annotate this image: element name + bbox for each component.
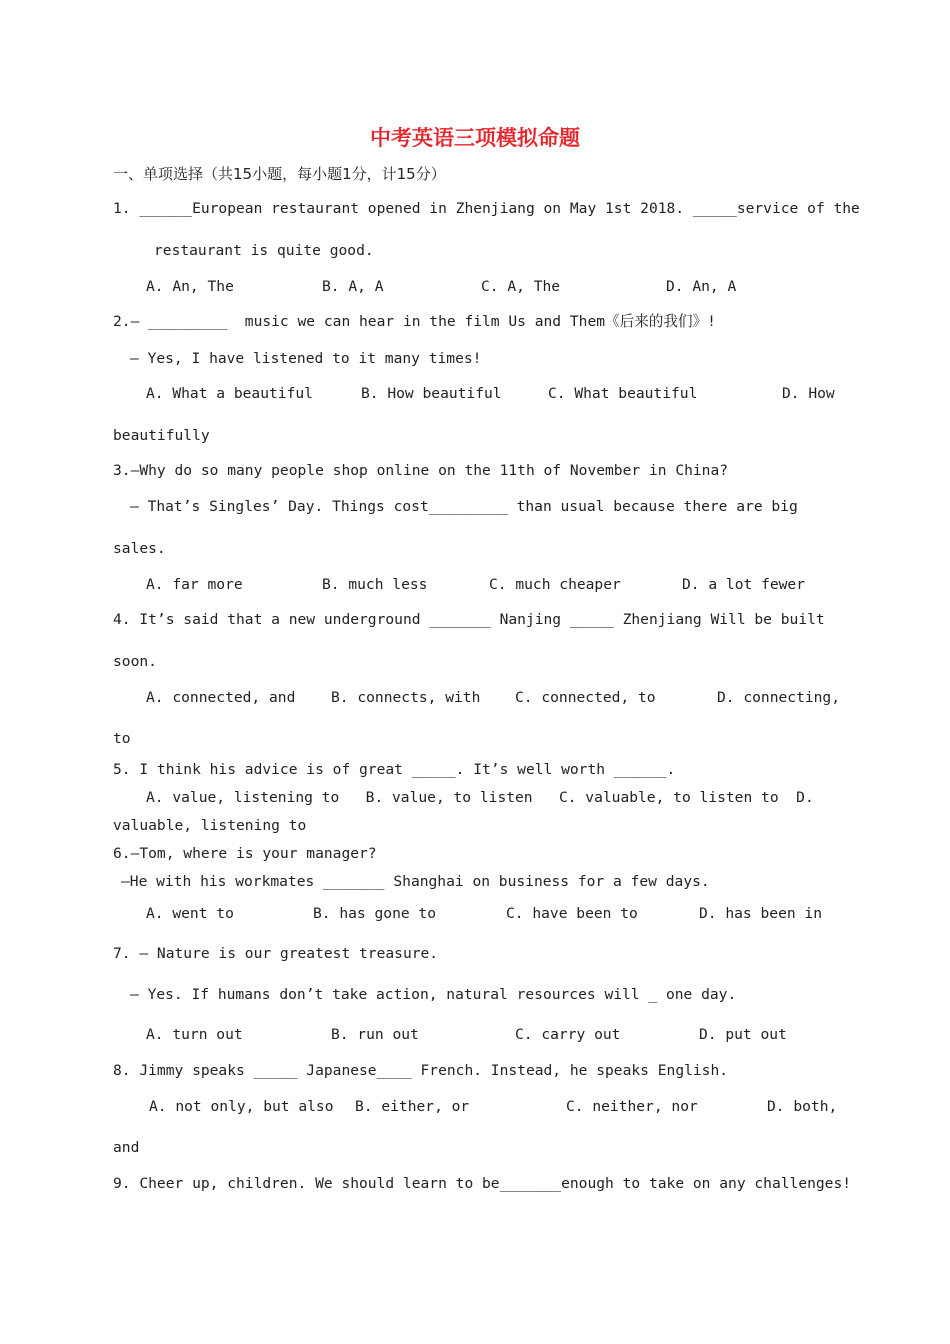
- q6-option-b: B. has gone to: [313, 905, 437, 922]
- question-4-cont: soon.: [113, 653, 157, 670]
- q1-option-a: A. An, The: [146, 278, 234, 295]
- q8-option-a: A. not only, but also: [149, 1098, 334, 1115]
- q8-option-c: C. neither, nor: [566, 1098, 698, 1115]
- question-7: 7. — Nature is our greatest treasure.: [113, 945, 439, 962]
- question-3-answer: — That’s Singles’ Day. Things cost_________ than usual because there are big: [130, 498, 798, 515]
- q4-option-a: A. connected, and: [146, 689, 296, 706]
- page-title: 中考英语三项模拟命题: [370, 125, 580, 150]
- question-1: 1. ______European restaurant opened in Zhenjiang on May 1st 2018. _____service of the: [113, 200, 860, 217]
- q3-option-c: C. much cheaper: [489, 576, 621, 593]
- q6-option-c: C. have been to: [506, 905, 638, 922]
- q2-option-b: B. How beautiful: [361, 385, 502, 402]
- q1-option-c: C. A, The: [481, 278, 561, 295]
- q2-option-a: A. What a beautiful: [146, 385, 313, 402]
- q7-option-a: A. turn out: [146, 1026, 243, 1043]
- question-1-cont: restaurant is quite good.: [154, 242, 374, 259]
- q2-option-d-cont: beautifully: [113, 427, 210, 444]
- q3-option-b: B. much less: [322, 576, 428, 593]
- q6-option-a: A. went to: [146, 905, 234, 922]
- question-9: 9. Cheer up, children. We should learn to be_______enough to take on any challenges!: [113, 1175, 852, 1192]
- q5-options: A. value, listening to B. value, to listen C. valuable, to listen to D.: [146, 789, 814, 806]
- q8-option-b: B. either, or: [355, 1098, 470, 1115]
- question-3-answer-cont: sales.: [113, 540, 166, 557]
- q4-option-b: B. connects, with: [331, 689, 481, 706]
- q4-option-c: C. connected, to: [515, 689, 656, 706]
- question-6-answer: —He with his workmates _______ Shanghai on business for a few days.: [121, 873, 710, 890]
- q7-option-c: C. carry out: [515, 1026, 621, 1043]
- question-5: 5. I think his advice is of great _____. It’s well worth ______.: [113, 761, 676, 778]
- q7-option-d: D. put out: [699, 1026, 787, 1043]
- q5-options-cont: valuable, listening to: [113, 817, 307, 834]
- q3-option-a: A. far more: [146, 576, 243, 593]
- q8-option-d-cont: and: [113, 1139, 140, 1156]
- question-7-answer: — Yes. If humans don’t take action, natural resources will _ one day.: [130, 986, 737, 1003]
- q7-option-b: B. run out: [331, 1026, 419, 1043]
- q8-option-d: D. both,: [767, 1098, 838, 1115]
- question-8: 8. Jimmy speaks _____ Japanese____ French. Instead, he speaks English.: [113, 1062, 729, 1079]
- question-4: 4. It’s said that a new underground _______ Nanjing _____ Zhenjiang Will be built: [113, 611, 825, 628]
- section-heading: 一、单项选择（共15小题，每小题1分，计15分）: [113, 165, 446, 183]
- q6-option-d: D. has been in: [699, 905, 823, 922]
- question-2-answer: — Yes, I have listened to it many times!: [130, 350, 482, 367]
- q4-option-d: D. connecting,: [717, 689, 841, 706]
- q4-option-d-cont: to: [113, 730, 131, 747]
- question-6: 6.—Tom, where is your manager?: [113, 845, 377, 862]
- q2-option-c: C. What beautiful: [548, 385, 698, 402]
- question-2: 2.— _________ music we can hear in the film Us and Them《后来的我们》!: [113, 313, 716, 330]
- question-3: 3.—Why do so many people shop online on the 11th of November in China?: [113, 462, 729, 479]
- q1-option-d: D. An, A: [666, 278, 737, 295]
- q1-option-b: B. A, A: [322, 278, 384, 295]
- q2-option-d: D. How: [782, 385, 835, 402]
- q3-option-d: D. a lot fewer: [682, 576, 806, 593]
